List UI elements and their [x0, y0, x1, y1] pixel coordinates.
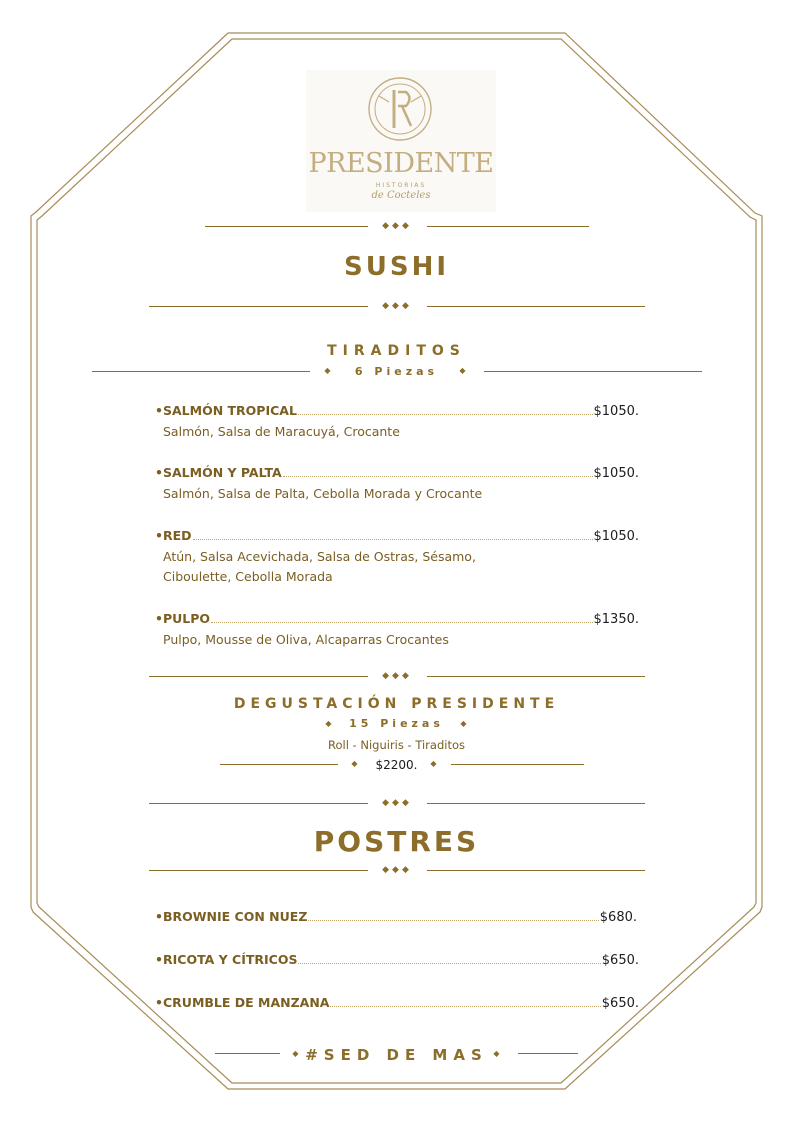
degustacion-heading: DEGUSTACIÓN PRESIDENTE: [233, 696, 560, 712]
diamond-ornament: ◆◆◆: [382, 301, 412, 311]
item-description: Salmón, Salsa de Maracuyá, Crocante: [163, 424, 400, 439]
item-price: $1050.: [593, 529, 639, 544]
menu-item: [155, 995, 639, 1011]
diamond-ornament: ◆: [351, 759, 361, 768]
item-name: •PULPO: [155, 611, 211, 626]
dot-leader: [298, 414, 593, 415]
item-name: •BROWNIE CON NUEZ: [155, 909, 308, 924]
dot-leader: [330, 1006, 600, 1007]
divider-line: [427, 870, 645, 871]
divider-line: [149, 676, 368, 677]
item-price: $650.: [601, 953, 639, 968]
item-price: $680.: [599, 910, 637, 925]
divider-line: [205, 226, 368, 227]
menu-item: [155, 465, 639, 504]
item-price: $1050.: [593, 466, 639, 481]
menu-item: [155, 952, 639, 968]
item-price: $1350.: [593, 612, 639, 627]
divider-line: [427, 306, 645, 307]
divider-line: [427, 676, 645, 677]
item-description: Pulpo, Mousse de Oliva, Alcaparras Crocantes: [163, 632, 449, 647]
item-name: •SALMÓN TROPICAL: [155, 403, 297, 418]
divider-line: [149, 306, 368, 307]
diamond-ornament: ◆◆◆: [382, 865, 412, 875]
item-name: •SALMÓN Y PALTA: [155, 465, 282, 480]
sushi-heading: SUSHI: [344, 252, 449, 282]
dot-leader: [283, 476, 593, 477]
brand-logo: [306, 70, 496, 212]
divider-line: [149, 803, 368, 804]
degustacion-description: Roll - Niguiris - Tiraditos: [328, 738, 465, 752]
diamond-ornament: ◆: [460, 719, 470, 728]
diamond-ornament: ◆: [292, 1049, 302, 1058]
item-price: $650.: [601, 996, 639, 1011]
diamond-ornament: ◆: [324, 366, 334, 375]
brand-tagline: HISTORIAS: [375, 182, 427, 189]
logo-emblem-icon: [367, 76, 433, 142]
diamond-ornament: ◆: [430, 759, 440, 768]
tiraditos-pieces: 6 Piezas: [354, 365, 439, 378]
item-description: Atún, Salsa Acevichada, Salsa de Ostras, Sésamo, Ciboulette, Cebolla Morada: [163, 549, 476, 584]
brand-script: de Cocteles: [371, 190, 431, 201]
dot-leader: [298, 963, 600, 964]
item-description: Salmón, Salsa de Palta, Cebolla Morada y Crocante: [163, 486, 483, 501]
menu-item: [155, 403, 639, 442]
menu-item: [155, 909, 637, 925]
diamond-ornament: ◆: [459, 366, 469, 375]
divider-line: [451, 764, 584, 765]
brand-name: PRESIDENTE: [308, 148, 494, 179]
divider-line: [427, 803, 645, 804]
divider-line: [149, 870, 368, 871]
postres-heading: POSTRES: [313, 825, 480, 858]
diamond-ornament: ◆◆◆: [382, 221, 412, 231]
divider-line: [484, 371, 702, 372]
item-name: •RED: [155, 528, 192, 543]
item-name: •RICOTA Y CÍTRICOS: [155, 952, 298, 967]
diamond-ornament: ◆: [325, 719, 335, 728]
dot-leader: [211, 622, 592, 623]
divider-line: [518, 1053, 578, 1054]
menu-item: [155, 528, 639, 587]
diamond-ornament: ◆◆◆: [382, 671, 412, 681]
item-name: •CRUMBLE DE MANZANA: [155, 995, 330, 1010]
footer-hashtag: #SED DE MAS: [305, 1046, 488, 1064]
diamond-ornament: ◆: [493, 1049, 503, 1058]
menu-item: [155, 611, 639, 650]
tiraditos-heading: TIRADITOS: [327, 343, 466, 359]
degustacion-price: $2200.: [375, 758, 418, 772]
divider-line: [427, 226, 589, 227]
diamond-ornament: ◆◆◆: [382, 798, 412, 808]
degustacion-pieces: 15 Piezas: [349, 717, 444, 730]
dot-leader: [193, 539, 593, 540]
item-price: $1050.: [593, 404, 639, 419]
dot-leader: [308, 920, 598, 921]
